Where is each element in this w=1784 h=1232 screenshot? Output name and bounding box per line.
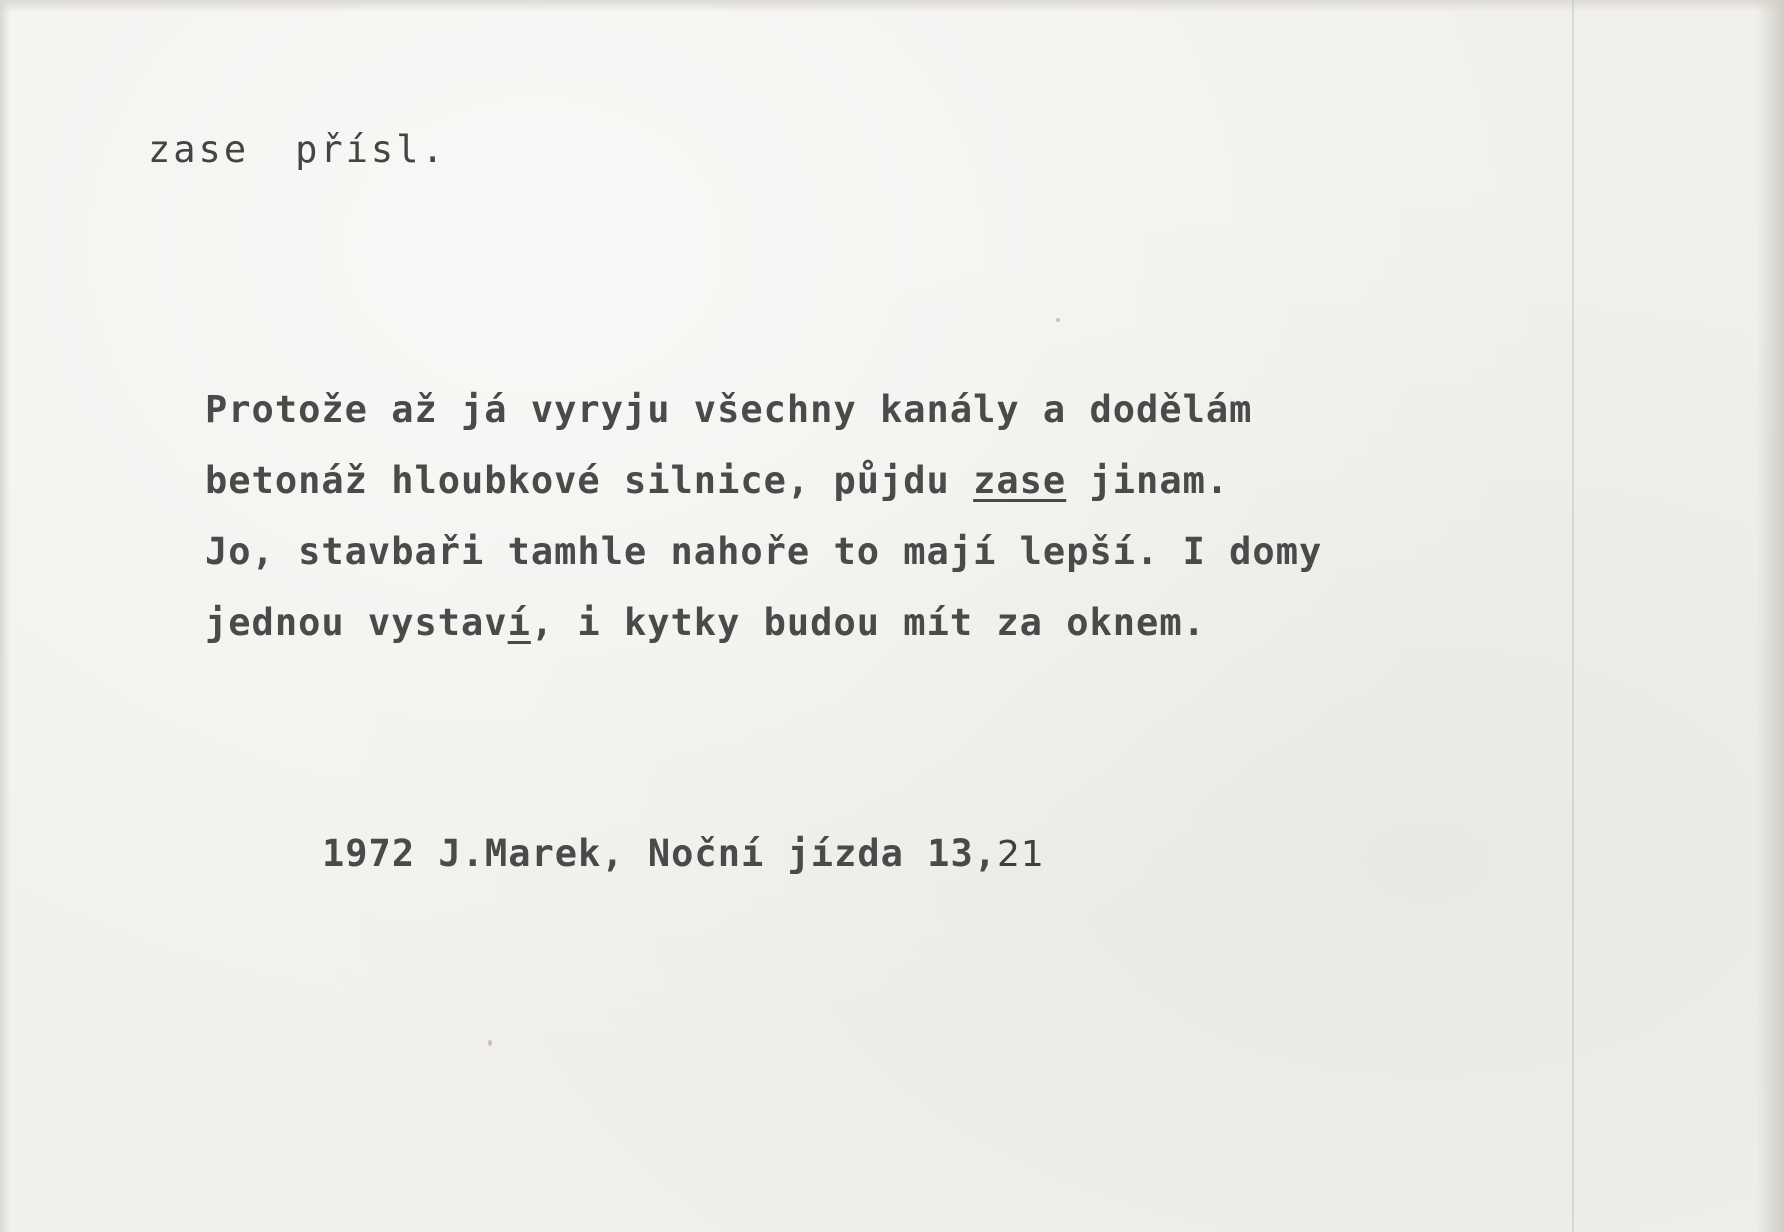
headword-line (148, 128, 447, 171)
citation-text: 1972 J.Marek, Noční jízda 13, (322, 832, 998, 875)
quote-line-2 (205, 445, 1685, 516)
quote-line-3: Jo, stavbaři tamhle nahoře to mají lepší. I domy (205, 530, 1323, 573)
quote-line-2-end: jinam. (1066, 459, 1230, 502)
quote-line-1: Protože až já vyryju všechny kanály a dodělám (205, 388, 1253, 431)
paper-speck (488, 1040, 492, 1046)
card-top-edge (0, 0, 1784, 12)
source-citation (322, 832, 1045, 875)
quote-line-4-start: jednou vystav (205, 601, 508, 644)
paper-speck (930, 560, 933, 563)
quotation (205, 374, 1685, 658)
quote-line-4 (205, 587, 1685, 658)
quote-line-4-end: , i kytky budou mít za oknem. (530, 601, 1206, 644)
headword: zase (148, 128, 250, 171)
paper-speck (1056, 318, 1060, 322)
card-right-edge (1756, 0, 1784, 1232)
card-left-edge (0, 0, 10, 1232)
quote-line-2-start: betonáž hloubkové silnice, půjdu (205, 459, 974, 502)
citation-page: 21 (997, 834, 1045, 875)
underlined-headword: zase (973, 459, 1067, 502)
part-of-speech: přísl. (295, 128, 447, 171)
underlined-letter: í (507, 601, 531, 644)
